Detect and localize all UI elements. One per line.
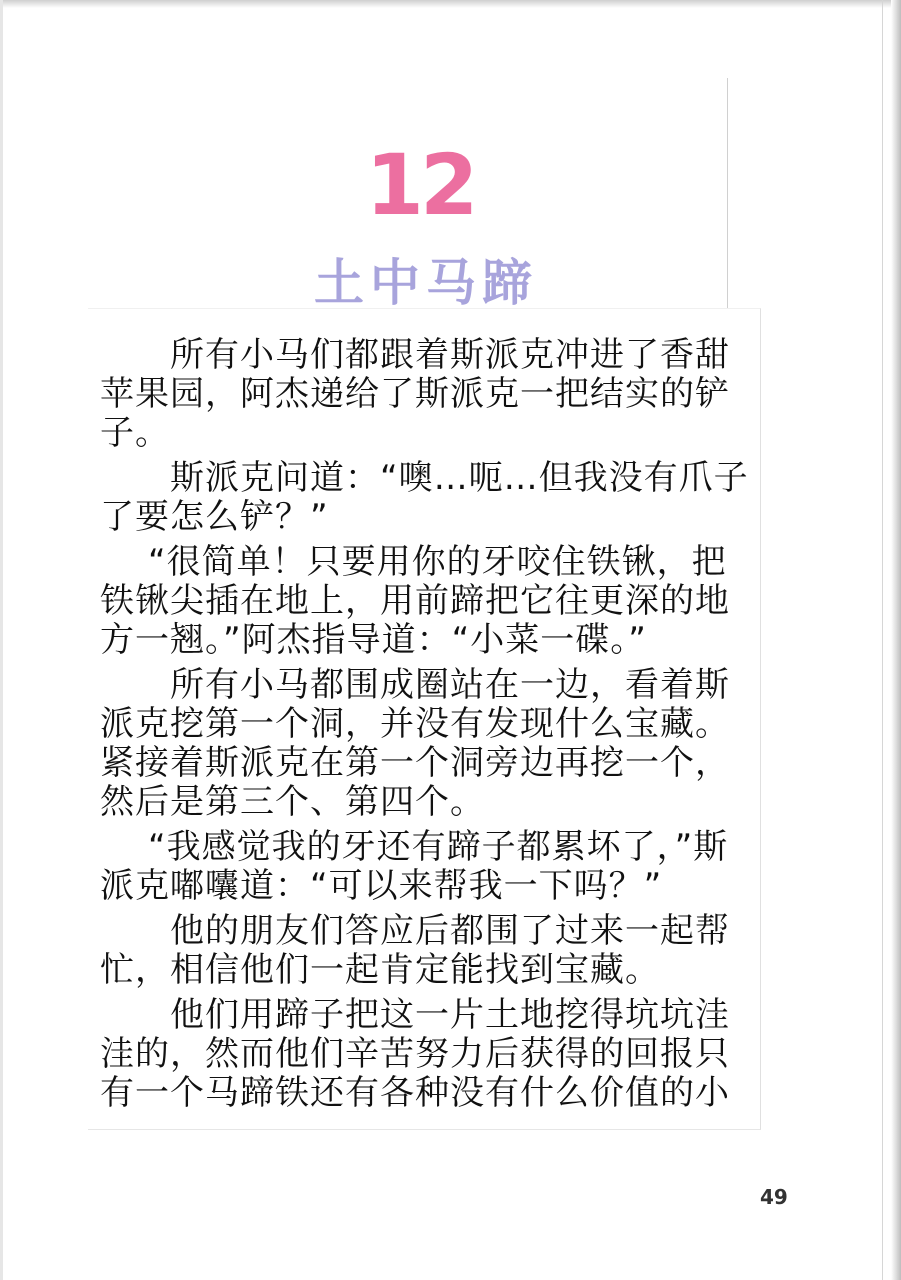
chapter-title: 土中马蹄: [314, 254, 538, 312]
chapter-number: 12: [365, 136, 475, 234]
paragraph-3: “很简单！只要用你的牙咬住铁锹，把铁锹尖插在地上，用前蹄把它往更深的地方一翘。”阿杰指导道：“小菜一碟。”: [100, 542, 730, 660]
paragraph-7: 他们用蹄子把这一片土地挖得坑坑洼洼的，然而他们辛苦努力后获得的回报只有一个马蹄铁还有各种没有什么价值的小: [100, 995, 730, 1113]
paragraph-4: 所有小马都围成圈站在一边，看着斯派克挖第一个洞，并没有发现什么宝藏。紧接着斯派克在第一个洞旁边再挖一个，然后是第三个、第四个。: [100, 665, 730, 822]
page-number: 49: [760, 1185, 788, 1209]
paragraph-6: 他的朋友们答应后都围了过来一起帮忙，相信他们一起肯定能找到宝藏。: [100, 911, 730, 990]
paragraph-1: 所有小马们都跟着斯派克冲进了香甜苹果园，阿杰递给了斯派克一把结实的铲子。: [100, 335, 730, 453]
scan-edge-top: [0, 0, 901, 8]
scan-edge-right: [891, 0, 901, 1280]
page-fold-line: [882, 0, 891, 1280]
paragraph-2: 斯派克问道：“噢…呃…但我没有爪子了要怎么铲？”: [100, 458, 749, 537]
paragraph-5: “我感觉我的牙还有蹄子都累坏了，”斯派克嘟囔道：“可以来帮我一下吗？”: [100, 827, 729, 906]
chapter-body: [100, 336, 755, 1119]
